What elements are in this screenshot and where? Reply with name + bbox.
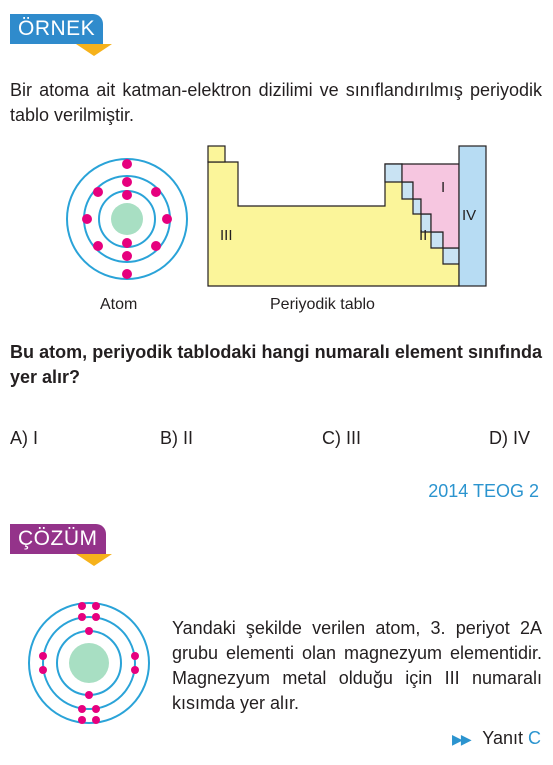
example-badge: ÖRNEK [10, 14, 103, 44]
choice-b[interactable]: B) II [160, 428, 194, 448]
table-caption: Periyodik tablo [270, 296, 375, 313]
nucleus [111, 203, 143, 235]
answer-line [452, 728, 541, 749]
nucleus [69, 643, 109, 683]
bold-question: Bu atom, periyodik tablodaki hangi numaralı element sınıfında yer alır? [10, 342, 542, 387]
source-label: 2014 TEOG 2 [428, 481, 539, 501]
question-text: Bir atoma ait katman-elektron dizilimi ve sınıflandırılmış periyodik tablo verilmiştir. [10, 80, 542, 125]
periodic-table-diagram [205, 144, 490, 289]
solution-badge: ÇÖZÜM [10, 524, 106, 554]
choice-a[interactable]: A) I [10, 428, 39, 448]
atom-diagram [60, 152, 194, 286]
region-iv-label: IV [462, 207, 477, 224]
badge-ribbon [76, 44, 112, 56]
solution-atom-diagram [22, 596, 156, 730]
choice-c[interactable]: C) III [322, 428, 361, 448]
answer-label: Yanıt [482, 728, 523, 748]
double-arrow-icon: ▶▶ [452, 731, 470, 747]
answer-letter: C [528, 728, 541, 748]
choice-d[interactable]: D) IV [489, 428, 531, 448]
hydrogen-cell [208, 146, 225, 162]
region-i-label: I [441, 179, 446, 196]
atom-caption: Atom [100, 296, 138, 313]
region-iii-label: III [220, 227, 233, 244]
solution-text: Yandaki şekilde verilen atom, 3. periyot 2A grubu elementi olan magnezyum elementidir. Magnezyum metal olduğu için III numaralı kısımda yer alır. [172, 618, 542, 713]
region-ii-label: II [419, 227, 428, 244]
badge-ribbon [76, 554, 112, 566]
